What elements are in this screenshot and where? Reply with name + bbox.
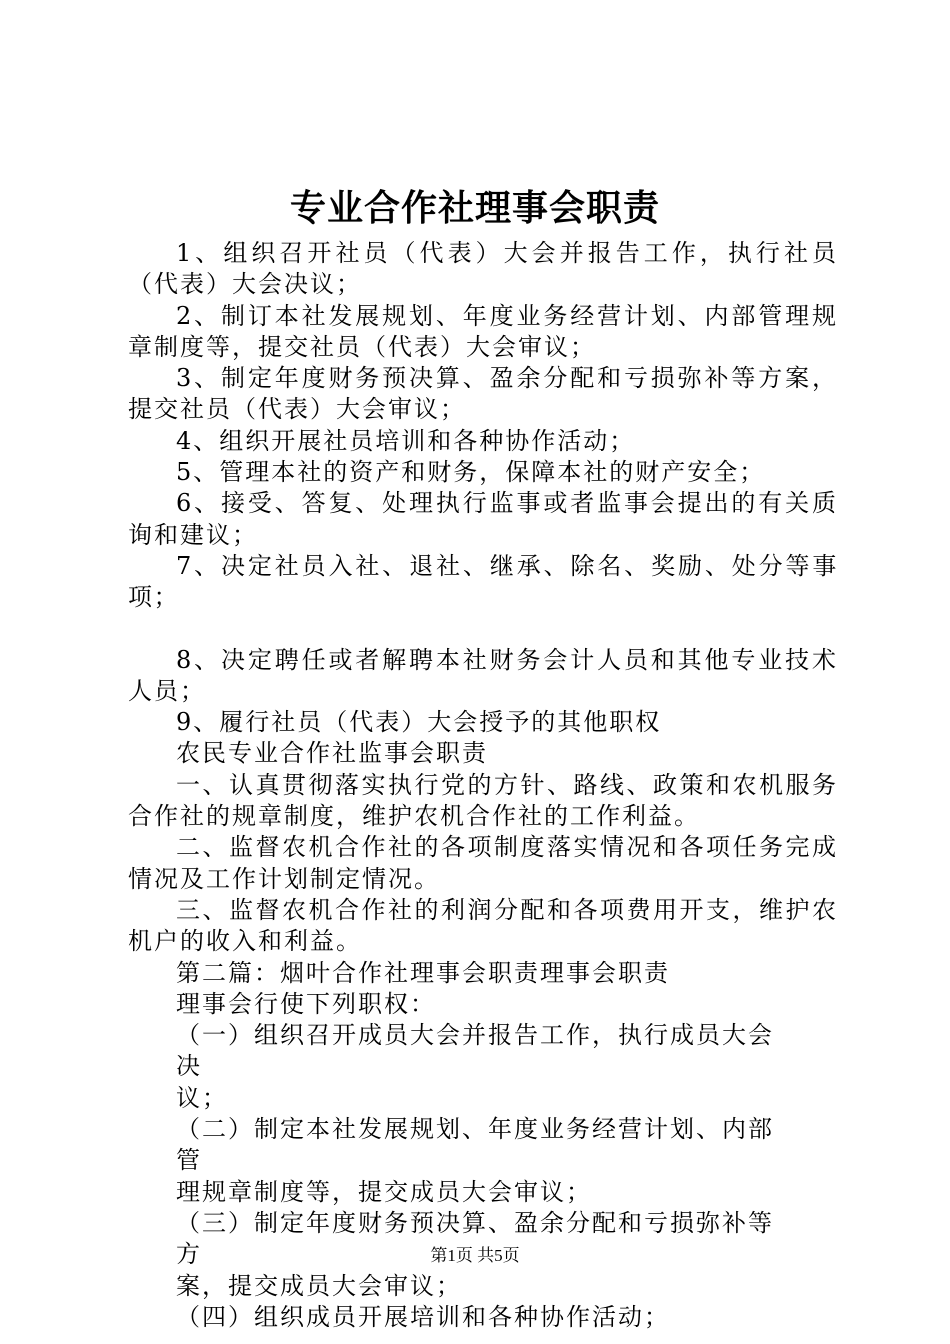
paragraph-powers-intro: 理事会行使下列职权： [176, 989, 436, 1018]
paragraph-7: 7、决定社员入社、退社、继承、除名、奖励、处分等事项； [128, 551, 838, 612]
sub-item-line: 案，提交成员大会审议； [176, 1271, 462, 1300]
paragraph-8: 8、决定聘任或者解聘本社财务会计人员和其他专业技术人员； [128, 645, 838, 705]
section-heading-part-two: 第二篇：烟叶合作社理事会职责理事会职责 [176, 958, 670, 987]
paragraph-supervisory-2: 二、监督农机合作社的各项制度落实情况和各项任务完成情况及工作计划制定情况。 [128, 833, 838, 893]
sub-item-line: （三）制定年度财务预决算、盈余分配和亏损弥补等方 [176, 1208, 774, 1269]
sub-item-line: 议； [176, 1083, 228, 1112]
paragraph-3: 3、制定年度财务预决算、盈余分配和亏损弥补等方案，提交社员（代表）大会审议； [128, 364, 838, 424]
document-body [128, 238, 838, 1333]
sub-item-line: 理规章制度等，提交成员大会审议； [176, 1177, 592, 1206]
paragraph-4: 4、组织开展社员培训和各种协作活动； [176, 426, 636, 455]
paragraph-2: 2、制订本社发展规划、年度业务经营计划、内部管理规章制度等，提交社员（代表）大会审议； [128, 301, 838, 361]
sub-item-2 [128, 1114, 796, 1208]
page-title: 专业合作社理事会职责 [289, 187, 660, 229]
paragraph-supervisory-3: 三、监督农机合作社的利润分配和各项费用开支，维护农机户的收入和利益。 [128, 895, 838, 956]
section-heading-supervisory: 农民专业合作社监事会职责 [176, 739, 488, 768]
paragraph-5: 5、管理本社的资产和财务，保障本社的财产安全； [176, 458, 766, 487]
paragraph-9: 9、履行社员（代表）大会授予的其他职权 [176, 708, 662, 737]
sub-item-1 [128, 1020, 796, 1114]
paragraph-supervisory-1: 一、认真贯彻落实执行党的方针、路线、政策和农机服务合作社的规章制度，维护农机合作社的工作利益。 [128, 770, 838, 831]
paragraph-1: 1、组织召开社员（代表）大会并报告工作，执行社员（代表）大会决议； [128, 239, 838, 299]
blank-line [128, 614, 838, 645]
sub-item-line: （一）组织召开成员大会并报告工作，执行成员大会决 [176, 1021, 774, 1081]
sub-item-line: （二）制定本社发展规划、年度业务经营计划、内部管 [176, 1115, 774, 1175]
sub-item-4 [128, 1302, 796, 1333]
sub-item-line: （四）组织成员开展培训和各种协作活动； [176, 1302, 670, 1331]
paragraph-6: 6、接受、答复、处理执行监事或者监事会提出的有关质询和建议； [128, 489, 838, 549]
page-footer: 第1页 共5页 [430, 1246, 520, 1265]
